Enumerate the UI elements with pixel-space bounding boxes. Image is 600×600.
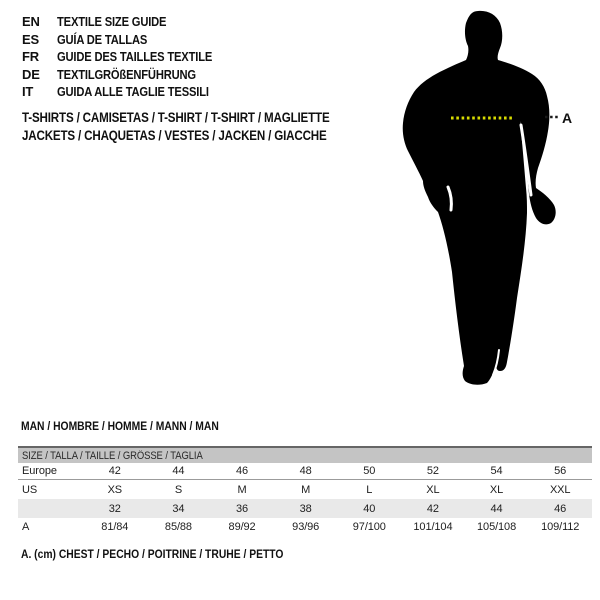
- table-cell: 32: [108, 502, 121, 515]
- table-cell: 50: [363, 465, 376, 477]
- table-cell: M: [237, 483, 247, 496]
- table-cell: XS: [107, 483, 123, 496]
- table-cell: 109/112: [541, 521, 580, 533]
- language-title: GUÍA DE TALLAS: [57, 31, 148, 47]
- size-table: [18, 446, 592, 536]
- language-code: EN: [22, 14, 40, 30]
- table-cell: 46: [236, 465, 249, 477]
- language-row: [22, 48, 237, 66]
- language-code: ES: [22, 31, 39, 47]
- row-label: Europe: [22, 465, 57, 477]
- garment-categories: [22, 109, 380, 144]
- table-cell: 42: [426, 502, 439, 515]
- table-cell: 89/92: [228, 521, 256, 533]
- table-cell: 44: [172, 465, 185, 477]
- language-title: GUIDE DES TAILLES TEXTILE: [57, 49, 213, 65]
- table-cell: 36: [236, 502, 249, 515]
- hand-hip-gap: [448, 187, 451, 210]
- table-cell: M: [301, 483, 311, 496]
- arm-torso-gap: [521, 125, 531, 195]
- table-cell: 46: [554, 502, 567, 515]
- table-row: [18, 480, 592, 499]
- row-label: A: [22, 521, 30, 533]
- table-cell: 85/88: [164, 521, 192, 533]
- table-cell: 44: [490, 502, 503, 515]
- size-table-header: [18, 446, 592, 463]
- measurement-footnote-text: A. (cm) CHEST / PECHO / POITRINE / TRUHE / PETTO: [21, 547, 284, 561]
- table-cell: 81/84: [101, 521, 129, 533]
- language-code: FR: [22, 49, 39, 65]
- table-cell: 101/104: [413, 521, 453, 533]
- table-cell: 52: [426, 465, 439, 477]
- measure-label-a: A: [562, 110, 573, 126]
- table-cell: 97/100: [352, 521, 386, 533]
- row-label: US: [22, 483, 38, 496]
- table-row: [18, 518, 592, 536]
- language-title: TEXTILGRÖßENFÜHRUNG: [57, 66, 196, 82]
- section-title-man: [21, 419, 251, 433]
- table-cell: 38: [299, 502, 312, 515]
- language-guide-list: [22, 13, 237, 101]
- table-cell: 54: [490, 465, 503, 477]
- language-code: IT: [22, 84, 34, 100]
- leg-gap: [493, 350, 499, 375]
- table-cell: 48: [299, 465, 312, 477]
- man-silhouette: [403, 11, 556, 385]
- language-row: [22, 83, 237, 101]
- table-cell: 40: [363, 502, 376, 515]
- language-title: GUIDA ALLE TAGLIE TESSILI: [57, 84, 209, 100]
- table-cell: L: [366, 483, 373, 496]
- category-line-tshirts: T-SHIRTS / CAMISETAS / T-SHIRT / T-SHIRT / MAGLIETTE: [22, 110, 330, 125]
- table-cell: XL: [489, 483, 504, 496]
- table-cell: 93/96: [292, 521, 320, 533]
- language-row: [22, 31, 237, 49]
- table-row: [18, 463, 592, 480]
- table-cell: 34: [172, 502, 185, 515]
- size-table-body: [18, 463, 592, 536]
- table-cell: S: [174, 483, 183, 496]
- table-cell: 42: [108, 465, 121, 477]
- language-title: TEXTILE SIZE GUIDE: [57, 14, 167, 30]
- language-row: [22, 13, 237, 31]
- table-cell: XL: [426, 483, 440, 496]
- section-title-text: MAN / HOMBRE / HOMME / MANN / MAN: [21, 419, 219, 433]
- language-row: [22, 66, 237, 84]
- table-row: [18, 499, 592, 518]
- category-line-jackets: JACKETS / CHAQUETAS / VESTES / JACKEN / GIACCHE: [22, 127, 327, 143]
- table-cell: XXL: [549, 483, 571, 496]
- language-code: DE: [22, 66, 40, 82]
- measurement-footnote: [21, 547, 326, 561]
- table-cell: 105/108: [477, 521, 517, 533]
- table-cell: 56: [554, 465, 567, 477]
- size-table-header-text: SIZE / TALLA / TAILLE / GRÖSSE / TAGLIA: [22, 449, 203, 462]
